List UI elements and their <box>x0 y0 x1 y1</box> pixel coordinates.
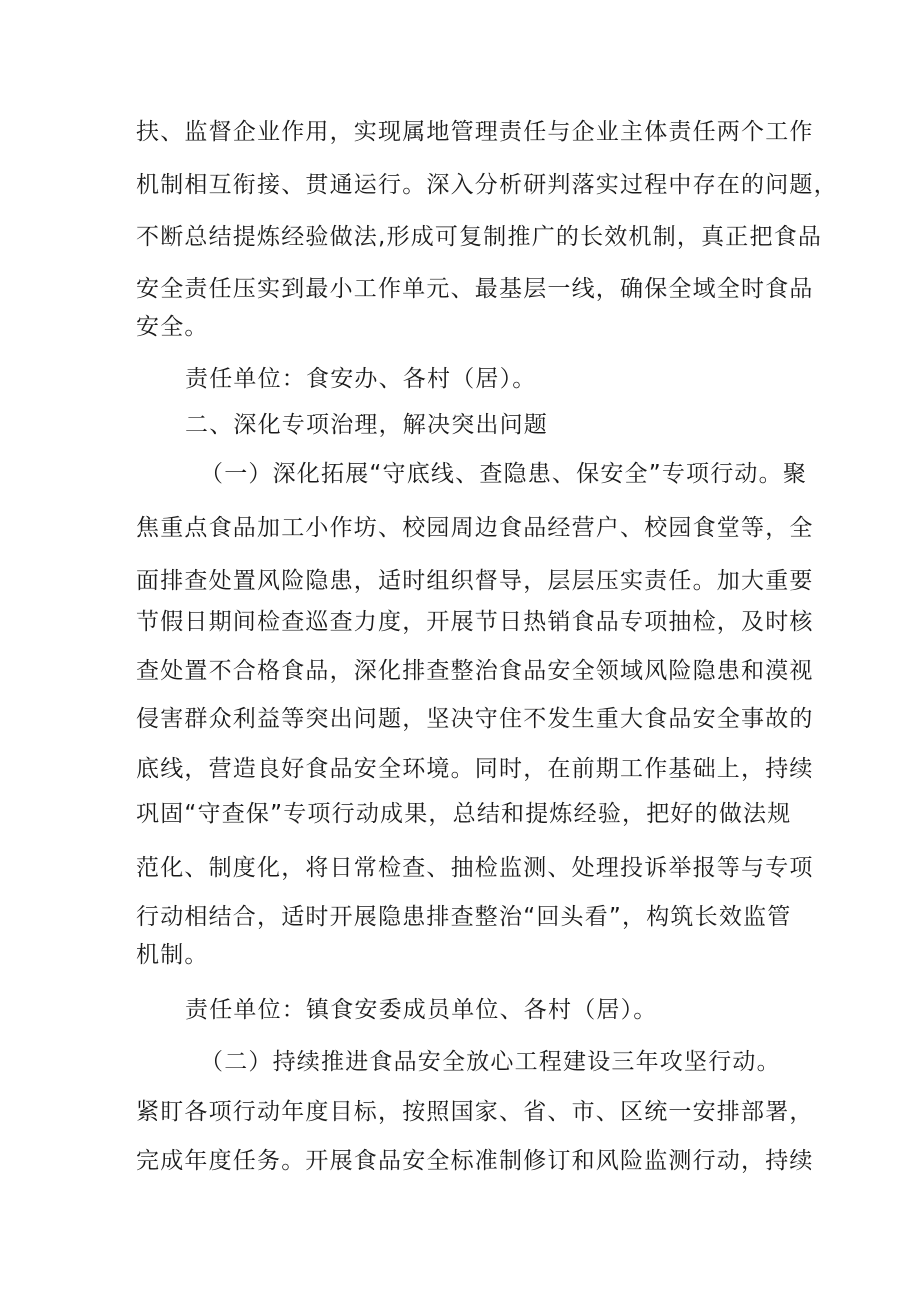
paragraph-line: 查处置不合格食品，深化排查整治食品安全领域风险隐患和漠视 <box>136 658 814 684</box>
paragraph-line: 焦重点食品加工小作坊、校园周边食品经营户、校园食堂等，全 <box>136 515 814 541</box>
paragraph-line: 机制。 <box>136 942 209 968</box>
paragraph-line: 底线，营造良好食品安全环境。同时，在前期工作基础上，持续 <box>136 756 814 782</box>
responsible-unit-line: 责任单位：食安办、各村（居）。 <box>185 366 537 392</box>
subsection-heading-line: （二）持续推进食品安全放心工程建设三年攻坚行动。 <box>200 1049 781 1075</box>
paragraph-line: 节假日期间检查巡查力度，开展节日热销食品专项抽检，及时核 <box>136 609 814 635</box>
paragraph-line: 安全责任压实到最小工作单元、最基层一线，确保全域全时食品 <box>136 276 814 302</box>
paragraph-line: 机制相互衔接、贯通运行。深入分析研判落实过程中存在的问题， <box>136 172 838 198</box>
paragraph-line: 侵害群众利益等突出问题，坚决守住不发生重大食品安全事故的 <box>136 706 814 732</box>
paragraph-line: 巩固“守查保”专项行动成果，总结和提炼经验，把好的做法规 <box>136 801 792 827</box>
paragraph-line: 范化、制度化，将日常检查、抽检监测、处理投诉举报等与专项 <box>136 855 814 881</box>
paragraph-line: 紧盯各项行动年度目标，按照国家、省、市、区统一安排部署， <box>136 1099 814 1125</box>
paragraph-line: 面排查处置风险隐患，适时组织督导，层层压实责任。加大重要 <box>136 568 814 594</box>
paragraph-line: 不断总结提炼经验做法,形成可复制推广的长效机制，真正把食品 <box>136 224 823 250</box>
paragraph-line: 安全。 <box>136 314 209 340</box>
section-heading: 二、深化专项治理，解决突出问题 <box>185 412 548 438</box>
subsection-heading-line: （一）深化拓展“守底线、查隐患、保安全”专项行动。聚 <box>200 461 808 487</box>
responsible-unit-line: 责任单位：镇食安委成员单位、各村（居）。 <box>185 997 658 1023</box>
paragraph-line: 行动相结合，适时开展隐患排查整治“回头看”，构筑长效监管 <box>136 904 792 930</box>
paragraph-line: 完成年度任务。开展食品安全标准制修订和风险监测行动，持续 <box>136 1148 814 1174</box>
paragraph-line: 扶、监督企业作用，实现属地管理责任与企业主体责任两个工作 <box>136 119 814 145</box>
